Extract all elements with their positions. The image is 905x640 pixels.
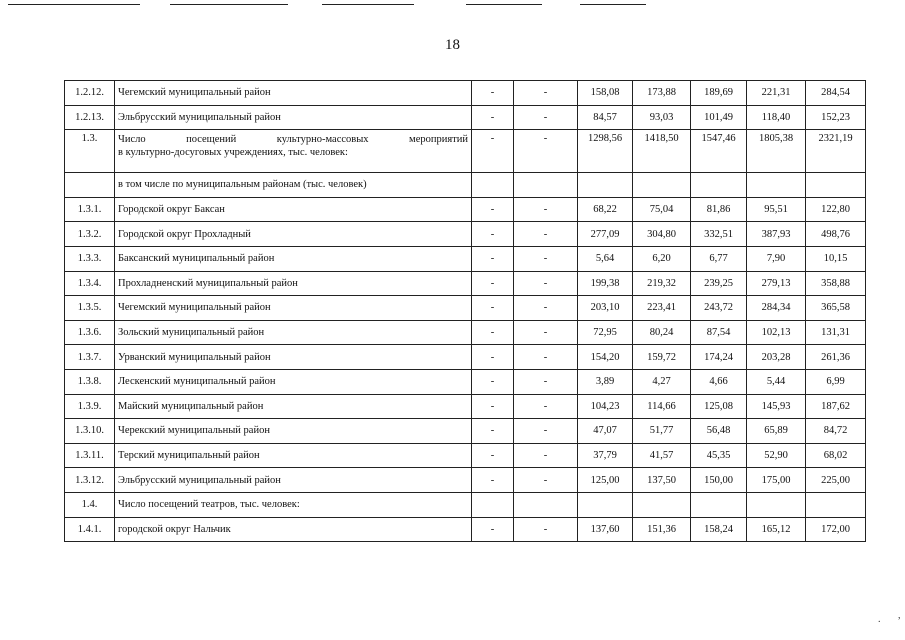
value-cell xyxy=(806,173,866,198)
value-cell: 277,09 xyxy=(578,222,633,247)
table-row xyxy=(65,419,866,444)
dash-cell: - xyxy=(514,130,578,173)
dash-cell: - xyxy=(472,394,514,419)
value-cell: 47,07 xyxy=(578,419,633,444)
value-cell: 145,93 xyxy=(747,394,806,419)
dash-cell: - xyxy=(514,369,578,394)
value-cell: 5,44 xyxy=(747,369,806,394)
dash-cell: - xyxy=(472,105,514,130)
scan-speck: , xyxy=(898,610,901,621)
indicator-name: Число посещений театров, тыс. человек: xyxy=(115,492,472,517)
value-cell: 65,89 xyxy=(747,419,806,444)
value-cell: 2321,19 xyxy=(806,130,866,173)
value-cell: 72,95 xyxy=(578,320,633,345)
scan-speck: . xyxy=(878,614,881,625)
value-cell xyxy=(691,492,747,517)
indicator-name: Эльбрусский муниципальный район xyxy=(115,468,472,493)
value-cell: 189,69 xyxy=(691,81,747,106)
value-cell: 7,90 xyxy=(747,246,806,271)
value-cell: 243,72 xyxy=(691,296,747,321)
value-cell xyxy=(747,173,806,198)
value-cell: 279,13 xyxy=(747,271,806,296)
table-row xyxy=(65,443,866,468)
dash-cell: - xyxy=(514,81,578,106)
dash-cell: - xyxy=(514,345,578,370)
indicator-name: в том числе по муниципальным районам (тыс. человек) xyxy=(115,173,472,198)
value-cell: 95,51 xyxy=(747,197,806,222)
row-number: 1.3.11. xyxy=(65,443,115,468)
row-number: 1.2.13. xyxy=(65,105,115,130)
dash-cell: - xyxy=(472,443,514,468)
dash-cell: - xyxy=(514,246,578,271)
indicator-name: Чегемский муниципальный район xyxy=(115,296,472,321)
row-number: 1.3.7. xyxy=(65,345,115,370)
value-cell: 219,32 xyxy=(633,271,691,296)
value-cell: 84,57 xyxy=(578,105,633,130)
data-table-container xyxy=(64,80,865,542)
value-cell: 150,00 xyxy=(691,468,747,493)
indicator-name-line1: Число посещений культурно-массовых мероприятий xyxy=(118,134,468,146)
value-cell: 125,08 xyxy=(691,394,747,419)
value-cell: 4,66 xyxy=(691,369,747,394)
value-cell xyxy=(633,173,691,198)
value-cell: 199,38 xyxy=(578,271,633,296)
dash-cell: - xyxy=(514,394,578,419)
value-cell: 304,80 xyxy=(633,222,691,247)
indicator-name: Прохладненский муниципальный район xyxy=(115,271,472,296)
table-row xyxy=(65,173,866,198)
dash-cell: - xyxy=(514,105,578,130)
value-cell: 1805,38 xyxy=(747,130,806,173)
value-cell: 173,88 xyxy=(633,81,691,106)
value-cell: 1298,56 xyxy=(578,130,633,173)
value-cell: 261,36 xyxy=(806,345,866,370)
indicator-name: Зольский муниципальный район xyxy=(115,320,472,345)
indicator-name-line2: в культурно-досуговых учреждениях, тыс. человек: xyxy=(118,147,348,159)
value-cell: 6,99 xyxy=(806,369,866,394)
value-cell: 101,49 xyxy=(691,105,747,130)
dash-cell xyxy=(472,173,514,198)
dash-cell: - xyxy=(514,443,578,468)
dash-cell: - xyxy=(514,271,578,296)
value-cell: 102,13 xyxy=(747,320,806,345)
value-cell: 122,80 xyxy=(806,197,866,222)
value-cell: 56,48 xyxy=(691,419,747,444)
table-row xyxy=(65,296,866,321)
value-cell: 172,00 xyxy=(806,517,866,542)
table-row xyxy=(65,394,866,419)
indicator-name: городской округ Нальчик xyxy=(115,517,472,542)
dash-cell: - xyxy=(472,130,514,173)
dash-cell: - xyxy=(472,222,514,247)
value-cell: 498,76 xyxy=(806,222,866,247)
dash-cell xyxy=(514,173,578,198)
value-cell: 159,72 xyxy=(633,345,691,370)
dash-cell: - xyxy=(472,369,514,394)
dash-cell: - xyxy=(472,468,514,493)
value-cell xyxy=(578,173,633,198)
page-number: 18 xyxy=(445,37,460,53)
dash-cell: - xyxy=(472,246,514,271)
table-row xyxy=(65,197,866,222)
value-cell xyxy=(578,492,633,517)
value-cell: 45,35 xyxy=(691,443,747,468)
value-cell: 84,72 xyxy=(806,419,866,444)
dash-cell: - xyxy=(472,296,514,321)
value-cell: 81,86 xyxy=(691,197,747,222)
value-cell xyxy=(747,492,806,517)
value-cell: 225,00 xyxy=(806,468,866,493)
value-cell: 387,93 xyxy=(747,222,806,247)
row-number: 1.4.1. xyxy=(65,517,115,542)
dash-cell: - xyxy=(472,320,514,345)
value-cell: 6,77 xyxy=(691,246,747,271)
table-row xyxy=(65,320,866,345)
scan-edge-line xyxy=(466,4,542,5)
row-number: 1.3.8. xyxy=(65,369,115,394)
value-cell: 154,20 xyxy=(578,345,633,370)
value-cell: 10,15 xyxy=(806,246,866,271)
dash-cell: - xyxy=(472,271,514,296)
value-cell: 6,20 xyxy=(633,246,691,271)
value-cell: 151,36 xyxy=(633,517,691,542)
indicator-name: Терский муниципальный район xyxy=(115,443,472,468)
dash-cell: - xyxy=(514,468,578,493)
value-cell: 223,41 xyxy=(633,296,691,321)
value-cell: 87,54 xyxy=(691,320,747,345)
value-cell: 137,50 xyxy=(633,468,691,493)
value-cell: 152,23 xyxy=(806,105,866,130)
scan-edge-line xyxy=(580,4,646,5)
value-cell: 52,90 xyxy=(747,443,806,468)
row-number: 1.3.4. xyxy=(65,271,115,296)
indicator-name: Майский муниципальный район xyxy=(115,394,472,419)
dash-cell: - xyxy=(472,81,514,106)
dash-cell: - xyxy=(514,296,578,321)
row-number: 1.3. xyxy=(65,130,115,173)
dash-cell: - xyxy=(514,320,578,345)
value-cell: 1547,46 xyxy=(691,130,747,173)
dash-cell: - xyxy=(472,345,514,370)
table-row xyxy=(65,369,866,394)
value-cell: 187,62 xyxy=(806,394,866,419)
value-cell: 118,40 xyxy=(747,105,806,130)
table-body xyxy=(65,81,866,542)
value-cell xyxy=(806,492,866,517)
indicators-table xyxy=(64,80,866,542)
table-row xyxy=(65,345,866,370)
table-row xyxy=(65,517,866,542)
value-cell: 203,28 xyxy=(747,345,806,370)
value-cell: 41,57 xyxy=(633,443,691,468)
value-cell: 1418,50 xyxy=(633,130,691,173)
value-cell: 165,12 xyxy=(747,517,806,542)
table-row xyxy=(65,81,866,106)
value-cell xyxy=(633,492,691,517)
dash-cell: - xyxy=(472,517,514,542)
value-cell: 75,04 xyxy=(633,197,691,222)
table-row xyxy=(65,222,866,247)
row-number: 1.3.6. xyxy=(65,320,115,345)
value-cell: 203,10 xyxy=(578,296,633,321)
row-number: 1.3.2. xyxy=(65,222,115,247)
value-cell: 93,03 xyxy=(633,105,691,130)
value-cell: 4,27 xyxy=(633,369,691,394)
value-cell: 158,08 xyxy=(578,81,633,106)
value-cell: 5,64 xyxy=(578,246,633,271)
indicator-name: Чегемский муниципальный район xyxy=(115,81,472,106)
value-cell: 284,54 xyxy=(806,81,866,106)
indicator-name: Урванский муниципальный район xyxy=(115,345,472,370)
dash-cell: - xyxy=(514,419,578,444)
value-cell: 68,02 xyxy=(806,443,866,468)
indicator-name: Черекский муниципальный район xyxy=(115,419,472,444)
row-number: 1.4. xyxy=(65,492,115,517)
value-cell: 137,60 xyxy=(578,517,633,542)
dash-cell: - xyxy=(472,197,514,222)
value-cell: 131,31 xyxy=(806,320,866,345)
value-cell xyxy=(691,173,747,198)
indicator-name: Эльбрусский муниципальный район xyxy=(115,105,472,130)
value-cell: 80,24 xyxy=(633,320,691,345)
value-cell: 284,34 xyxy=(747,296,806,321)
dash-cell: - xyxy=(514,517,578,542)
dash-cell: - xyxy=(472,419,514,444)
value-cell: 358,88 xyxy=(806,271,866,296)
scan-edge-line xyxy=(322,4,414,5)
row-number: 1.3.3. xyxy=(65,246,115,271)
value-cell: 104,23 xyxy=(578,394,633,419)
value-cell: 365,58 xyxy=(806,296,866,321)
value-cell: 239,25 xyxy=(691,271,747,296)
row-number: 1.3.12. xyxy=(65,468,115,493)
indicator-name: Баксанский муниципальный район xyxy=(115,246,472,271)
value-cell: 68,22 xyxy=(578,197,633,222)
value-cell: 125,00 xyxy=(578,468,633,493)
value-cell: 174,24 xyxy=(691,345,747,370)
value-cell: 175,00 xyxy=(747,468,806,493)
table-row xyxy=(65,246,866,271)
dash-cell: - xyxy=(514,197,578,222)
indicator-name: Городской округ Баксан xyxy=(115,197,472,222)
value-cell: 158,24 xyxy=(691,517,747,542)
table-row xyxy=(65,492,866,517)
table-row xyxy=(65,105,866,130)
row-number xyxy=(65,173,115,198)
value-cell: 221,31 xyxy=(747,81,806,106)
row-number: 1.3.1. xyxy=(65,197,115,222)
value-cell: 51,77 xyxy=(633,419,691,444)
table-row xyxy=(65,468,866,493)
scan-edge-line xyxy=(8,4,140,5)
dash-cell xyxy=(514,492,578,517)
value-cell: 332,51 xyxy=(691,222,747,247)
row-number: 1.3.5. xyxy=(65,296,115,321)
dash-cell xyxy=(472,492,514,517)
row-number: 1.2.12. xyxy=(65,81,115,106)
value-cell: 3,89 xyxy=(578,369,633,394)
row-number: 1.3.10. xyxy=(65,419,115,444)
indicator-name: Лескенский муниципальный район xyxy=(115,369,472,394)
table-row xyxy=(65,271,866,296)
table-row xyxy=(65,130,866,173)
value-cell: 114,66 xyxy=(633,394,691,419)
value-cell: 37,79 xyxy=(578,443,633,468)
indicator-name: Городской округ Прохладный xyxy=(115,222,472,247)
indicator-name xyxy=(115,130,472,173)
scan-edge-line xyxy=(170,4,288,5)
row-number: 1.3.9. xyxy=(65,394,115,419)
dash-cell: - xyxy=(514,222,578,247)
